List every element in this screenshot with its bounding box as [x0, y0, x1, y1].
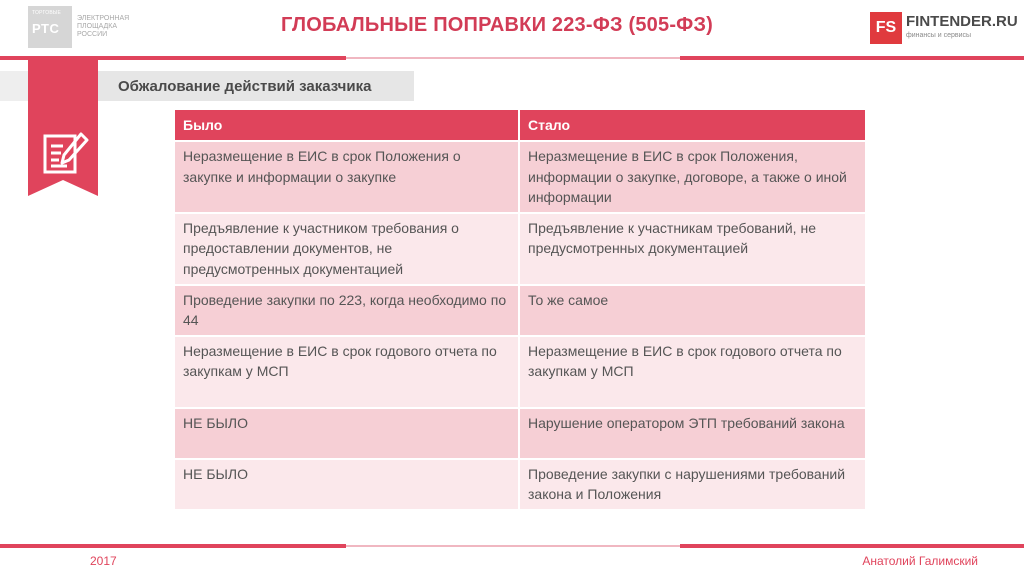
cell-after: Проведение закупки с нарушениями требований закона и Положения [519, 459, 865, 509]
table-row [175, 408, 865, 459]
table-header-row [175, 110, 865, 141]
fintender-name: FINTENDER.RU [906, 13, 1018, 30]
column-header-before: Было [175, 110, 519, 141]
cell-before: НЕ БЫЛО [175, 459, 519, 509]
column-header-after: Стало [519, 110, 865, 141]
ribbon-notch [28, 160, 98, 196]
cell-after: Неразмещение в ЕИС в срок годового отчета по закупкам у МСП [519, 336, 865, 408]
footer-year: 2017 [90, 554, 117, 568]
bottom-divider-left [0, 544, 346, 548]
bottom-divider-right [680, 544, 1024, 548]
rts-logo-small: ТОРГОВЫЕ [32, 10, 62, 16]
rts-logo-line: ПЛОЩАДКА [77, 23, 118, 30]
fintender-mark: FS [870, 12, 902, 44]
rts-logo-line: РОССИИ [77, 31, 108, 38]
top-divider-middle [346, 57, 680, 59]
fintender-logo [870, 12, 1018, 46]
cell-after: То же самое [519, 285, 865, 336]
top-divider-right [680, 56, 1024, 60]
comparison-table [175, 110, 865, 509]
table-row [175, 213, 865, 285]
rts-logo-big: РТС [32, 21, 60, 36]
subheading-bar [98, 71, 414, 101]
page-title: ГЛОБАЛЬНЫЕ ПОПРАВКИ 223-ФЗ (505-ФЗ) [280, 14, 714, 36]
footer-author: Анатолий Галимский [862, 554, 978, 568]
rts-logo-mark [28, 6, 72, 48]
rts-logo [28, 6, 136, 48]
cell-before: Неразмещение в ЕИС в срок Положения о закупке и информации о закупке [175, 141, 519, 213]
rts-logo-text [77, 15, 129, 39]
bottom-divider-middle [346, 545, 680, 547]
cell-before: Неразмещение в ЕИС в срок годового отчета по закупкам у МСП [175, 336, 519, 408]
table-row [175, 459, 865, 509]
subheading: Обжалование действий заказчика [118, 78, 372, 95]
table-row [175, 285, 865, 336]
side-ribbon [28, 60, 98, 196]
cell-before: НЕ БЫЛО [175, 408, 519, 459]
cell-before: Предъявление к участником требования о предоставлении документов, не предусмотренных документацией [175, 213, 519, 285]
fintender-tagline: финансы и сервисы [906, 32, 972, 39]
cell-before: Проведение закупки по 223, когда необходимо по 44 [175, 285, 519, 336]
cell-after: Нарушение оператором ЭТП требований закона [519, 408, 865, 459]
cell-after: Неразмещение в ЕИС в срок Положения, информации о закупке, договоре, а также о иной информации [519, 141, 865, 213]
table-row [175, 336, 865, 408]
rts-logo-line: ЭЛЕКТРОННАЯ [77, 15, 130, 22]
cell-after: Предъявление к участникам требований, не предусмотренных документацией [519, 213, 865, 285]
table-row [175, 141, 865, 213]
